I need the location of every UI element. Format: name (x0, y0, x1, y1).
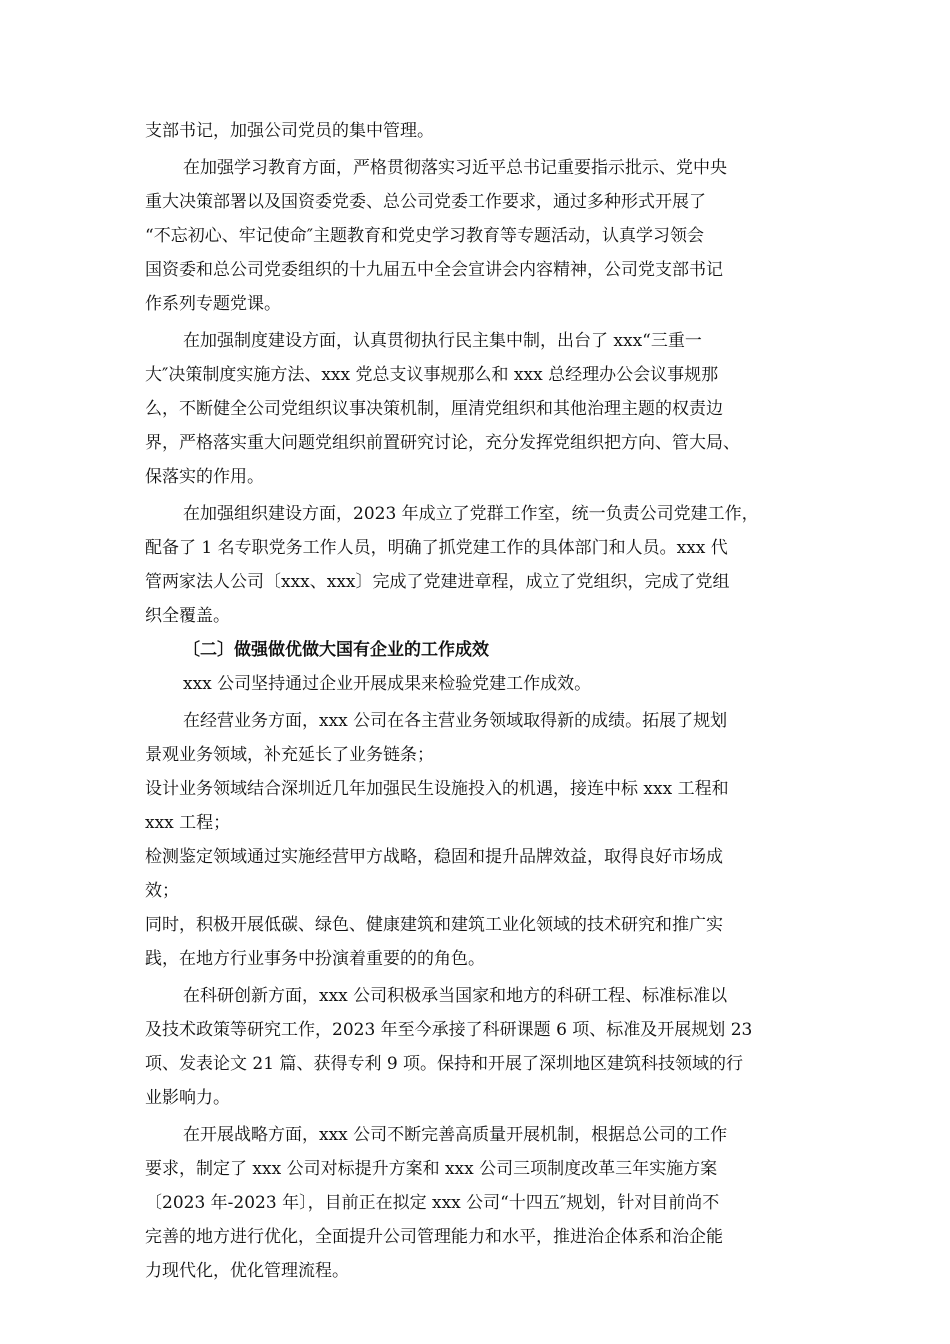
paragraph-line: 检测鉴定领域通过实施经营甲方战略，稳固和提升品牌效益，取得良好市场成 (145, 847, 723, 867)
paragraph-line: xxx 工程； (145, 813, 231, 833)
paragraph-line: 保落实的作用。 (145, 467, 264, 487)
paragraph-line: 配备了 1 名专职党务工作人员，明确了抓党建工作的具体部门和人员。xxx 代 (145, 538, 728, 558)
paragraph-line: 织全覆盖。 (145, 606, 230, 626)
paragraph-line: 么，不断健全公司党组织议事决策机制，厘清党组织和其他治理主题的权责边 (145, 399, 723, 419)
paragraph-line: 管两家法人公司〔xxx、xxx〕完成了党建进章程，成立了党组织，完成了党组 (145, 572, 730, 592)
paragraph-line: 业影响力。 (145, 1088, 230, 1108)
paragraph-line: 支部书记，加强公司党员的集中管理。 (145, 121, 434, 141)
paragraph-line: 同时，积极开展低碳、绿色、健康建筑和建筑工业化领域的技术研究和推广实 (145, 915, 723, 935)
paragraph-line: 在开展战略方面，xxx 公司不断完善高质量开展机制，根据总公司的工作 (183, 1125, 728, 1145)
paragraph-line: xxx 公司坚持通过企业开展成果来检验党建工作成效。 (183, 674, 592, 694)
paragraph-line: 力现代化，优化管理流程。 (145, 1261, 349, 1281)
paragraph-line: 大″决策制度实施方法、xxx 党总支议事规那么和 xxx 总经理办公会议事规那 (145, 365, 719, 385)
paragraph-line: 作系列专题党课。 (145, 294, 281, 314)
paragraph-line: 效； (145, 881, 179, 901)
paragraph-line: 在加强学习教育方面，严格贯彻落实习近平总书记重要指示批示、党中央 (183, 158, 727, 178)
paragraph-line: 践，在地方行业事务中扮演着重要的的角色。 (145, 949, 485, 969)
paragraph-line: 在加强组织建设方面，2023 年成立了党群工作室，统一负责公司党建工作， (183, 504, 759, 524)
paragraph-line: 完善的地方进行优化，全面提升公司管理能力和水平，推进治企体系和治企能 (145, 1227, 723, 1247)
document-page (145, 114, 825, 1288)
paragraph-line: 设计业务领域结合深圳近几年加强民生设施投入的机遇，接连中标 xxx 工程和 (145, 779, 729, 799)
section-heading: 〔二〕做强做优做大国有企业的工作成效 (183, 640, 489, 660)
paragraph-line: “不忘初心、牢记使命″主题教育和党史学习教育等专题活动，认真学习领会 (145, 226, 705, 246)
paragraph-line: 在科研创新方面，xxx 公司积极承当国家和地方的科研工程、标准标准以 (183, 986, 728, 1006)
paragraph-line: 及技术政策等研究工作，2023 年至今承接了科研课题 6 项、标准及开展规划 23 (145, 1020, 753, 1040)
paragraph-line: 〔2023 年-2023 年〕，目前正在拟定 xxx 公司“十四五″规划，针对目前尚不 (145, 1193, 720, 1213)
paragraph-line: 景观业务领域，补充延长了业务链条； (145, 745, 434, 765)
paragraph-line: 在经营业务方面，xxx 公司在各主营业务领域取得新的成绩。拓展了规划 (183, 711, 728, 731)
paragraph-line: 界，严格落实重大问题党组织前置研究讨论，充分发挥党组织把方向、管大局、 (145, 433, 740, 453)
paragraph-line: 国资委和总公司党委组织的十九届五中全会宣讲会内容精神，公司党支部书记 (145, 260, 723, 280)
paragraph-line: 项、发表论文 21 篇、获得专利 9 项。保持和开展了深圳地区建筑科技领域的行 (145, 1054, 744, 1074)
paragraph-line: 要求，制定了 xxx 公司对标提升方案和 xxx 公司三项制度改革三年实施方案 (145, 1159, 718, 1179)
paragraph-line: 在加强制度建设方面，认真贯彻执行民主集中制，出台了 xxx“三重一 (183, 331, 702, 351)
paragraph-line: 重大决策部署以及国资委党委、总公司党委工作要求，通过多种形式开展了 (145, 192, 706, 212)
